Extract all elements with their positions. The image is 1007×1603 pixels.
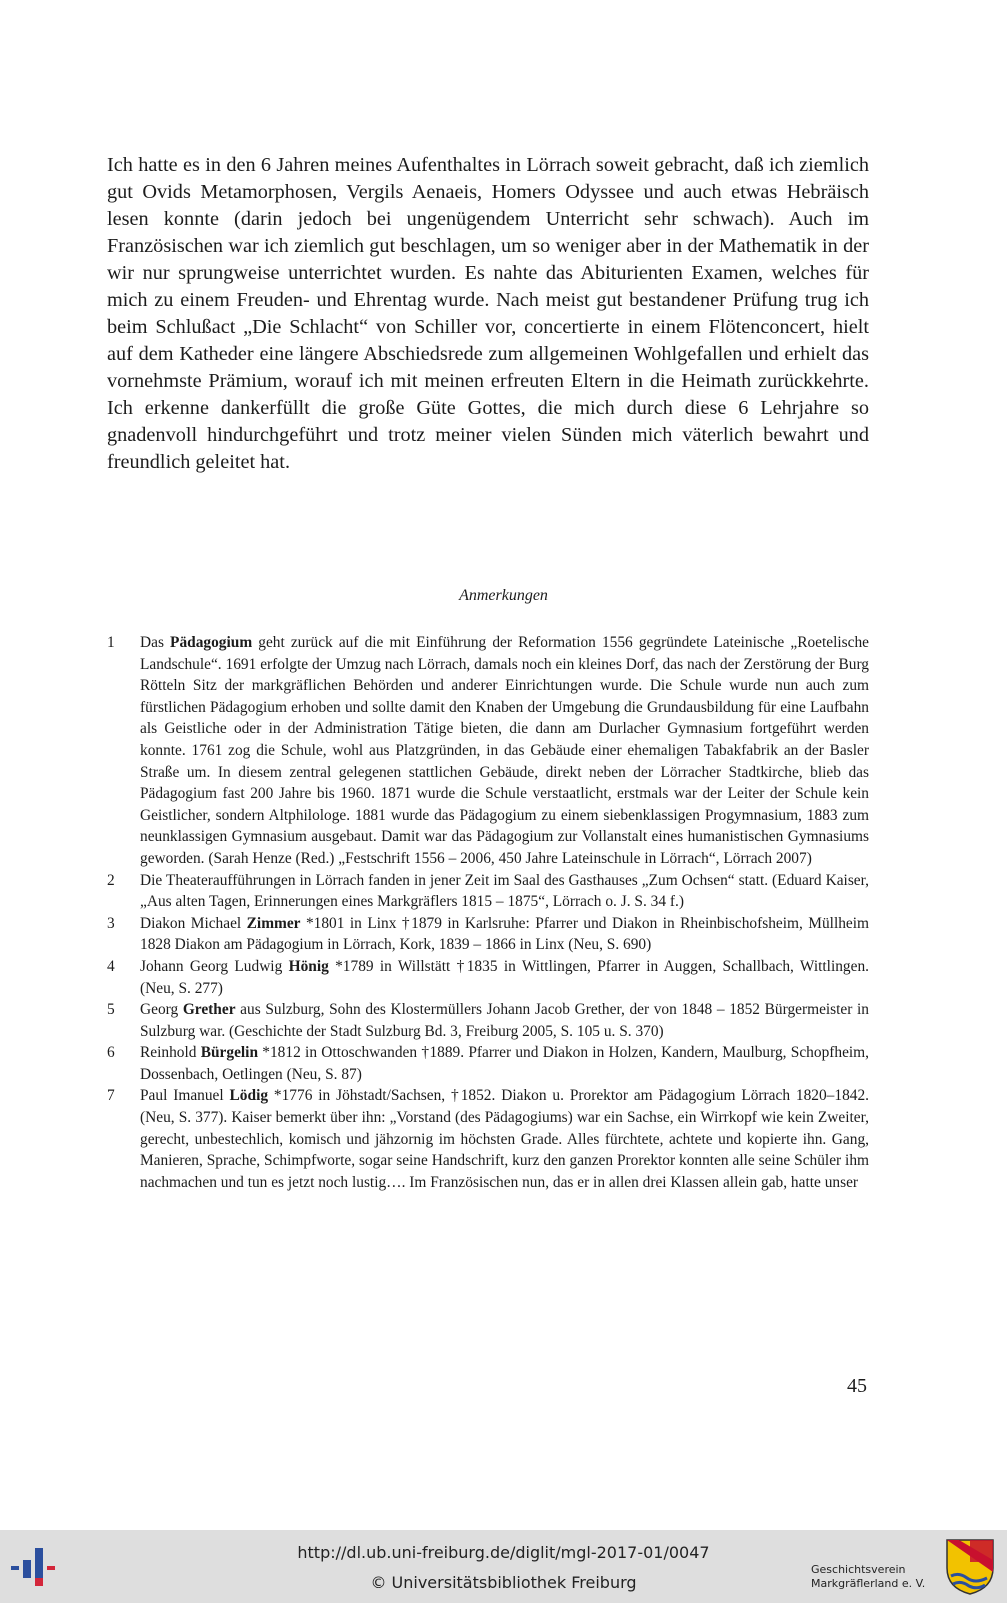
note-text (140, 999, 869, 1042)
page-number: 45 (847, 1375, 867, 1397)
note-text-pre: Diakon Michael (140, 914, 247, 932)
note-number: 2 (107, 871, 115, 889)
notes-list (107, 632, 869, 1193)
note-number: 5 (107, 1001, 115, 1019)
markgraeflerland-crest-icon[interactable] (945, 1538, 995, 1596)
note-keyword: Pädagogium (170, 634, 253, 651)
footer-bar (0, 1530, 1007, 1603)
note-text-post: *1776 in Jöhstadt/Sachsen, †1852. Diakon u. Prorektor am Pädagogium Lörrach 1820–1842. (Neu, S. 377). Kaiser bemerkt über ihn: „Vorstand (des Pädagogiums) war ein Sachse, ein Wirrkopf wie kein Zweiter, gerecht, unbestechlich, komisch und jähzornig im höchsten Grade. Alles fürchtete, achtete und kopierte ihn. Gang, Manieren, Sprache, Schimpfworte, sogar seine Handschrift, kurz den ganzen Prorektor konnten alle seine Schüler ihm nachmachen und tun es jetzt noch lustig…. Im Französischen nun, das er in allen drei Klassen allein gab, hatte unser (140, 1087, 870, 1191)
note-keyword: Lödig (229, 1087, 269, 1105)
note-number: 1 (107, 634, 115, 651)
note-text-post: *1812 in Ottoschwanden †1889. Pfarrer und Diakon in Holzen, Kandern, Maulburg, Schopfheim, Dossenbach, Oetlingen (Neu, S. 87) (140, 1044, 870, 1083)
note-text-pre: Das (140, 634, 171, 651)
note-text-post: *1789 in Willstätt †1835 in Wittlingen, Pfarrer in Auggen, Schallbach, Wittlingen. (Neu, S. 277) (140, 957, 869, 997)
main-paragraph: Ich hatte es in den 6 Jahren meines Aufenthaltes in Lörrach soweit gebracht, daß ich ziemlich gut Ovids Metamorphosen, Vergils Aenaeis, Homers Odyssee und auch etwas Hebräisch lesen konnte (darin jedoch bei ungenügendem Unterricht sehr schwach). Auch im Französischen war ich ziemlich gut beschlagen, um so weniger aber in der Mathematik in der wir nur sprungweise unterrichtet wurden. Es nahte das Abiturienten Examen, welches für mich zu einem Freuden- und Ehrentag wurde. Nach meist gut bestandener Prüfung trug ich beim Schlußact „Die Schlacht“ von Schiller vor, concertierte in einem Flötenconcert, hielt auf dem Katheder eine längere Abschiedsrede zum allgemeinen Wohlgefallen und erhielt das vornehmste Prämium, worauf ich mit meinen erfreuten Eltern in die Heimath zurückkehrte. Ich erkenne dankerfüllt die große Güte Gottes, die mich durch diese 6 Lehrjahre so gnadenvoll hindurchgeführt und trotz meiner vielen Sünden mich väterlich bewahrt und freundlich geleitet hat. (107, 154, 869, 473)
note-number: 4 (107, 957, 115, 975)
note-text (140, 870, 869, 913)
note-item (107, 956, 869, 999)
note-item (107, 999, 869, 1042)
note-text-post: *1801 in Linx †1879 in Karlsruhe: Pfarrer und Diakon in Rheinbischofsheim, Müllheim 1828 Diakon am Pädagogium in Lörrach, Kork, 1839 – 1866 in Linx (Neu, S. 690) (140, 914, 869, 954)
notes-title: Anmerkungen (459, 587, 548, 604)
note-text (140, 1085, 869, 1193)
note-text (140, 1042, 869, 1085)
note-text (140, 956, 869, 999)
note-item (107, 1042, 869, 1085)
note-text (140, 913, 869, 956)
note-number: 3 (107, 914, 115, 932)
society-name (811, 1563, 925, 1591)
note-keyword: Bürgelin (200, 1044, 259, 1062)
note-number: 7 (107, 1087, 115, 1105)
note-text-post: geht zurück auf die mit Einführung der Reformation 1556 gegründete Lateinische „Roetelische Landschule“. 1691 erfolgte der Umzug nach Lörrach, damals noch ein kleines Dorf, das nach der Zerstörung der Burg Rötteln Sitz der markgräflichen Behörden und anderer Einrichtungen wurde. Die Schule wurde nun auch zum fürstlichen Pädagogium erhoben und sollte damit den Knaben der Umgebung die Grundausbildung für eine Laufbahn als Geistliche oder in der Administration Tätige bieten, die dann am Durlacher Gymnasium fortgeführt werden konnte. 1761 zog die Schule, wohl aus Platzgründen, in das Gebäude einer ehemaligen Tabakfabrik an der Basler Straße um. In diesem zentral gelegenen stattlichen Gebäude, direkt neben der Lörracher Stadtkirche, blieb das Pädagogium fast 200 Jahre bis 1960. 1871 wurde die Schule verstaatlicht, erstmals war der Leiter der Schule kein Geistlicher, sondern Altphilologe. 1881 wurde das Pädagogium zu einem siebenklassigen Progymnasium, 1883 zum neunklassigen Gymnasium ausgebaut. Damit war das Pädagogium zur Vollanstalt eines humanistischen Gymnasiums geworden. (Sarah Henze (Red.) „Festschrift 1556 – 2006, 450 Jahre Lateinschule in Lörrach“, Lörrach 2007) (140, 634, 869, 867)
note-keyword: Grether (182, 1001, 236, 1019)
note-text (140, 632, 869, 870)
note-text-post: aus Sulzburg, Sohn des Klostermüllers Johann Jacob Grether, der von 1848 – 1852 Bürgermeister in Sulzburg war. (Geschichte der Stadt Sulzburg Bd. 3, Freiburg 2005, S. 105 u. S. 370) (140, 1001, 870, 1040)
note-text-pre: Reinhold (140, 1044, 201, 1062)
note-item (107, 913, 869, 956)
note-item (107, 632, 869, 870)
society-name-line1: Geschichtsverein (811, 1563, 906, 1576)
note-item (107, 870, 869, 913)
note-number: 6 (107, 1044, 115, 1062)
note-text-pre: Paul Imanuel (140, 1087, 230, 1105)
note-text-pre: Johann Georg Ludwig (140, 957, 289, 975)
note-item (107, 1085, 869, 1193)
note-text-pre: Die Theateraufführungen in Lörrach fanden in jener Zeit im Saal des Gasthauses „Zum Ochsen“ statt. (Eduard Kaiser, „Aus alten Tagen, Erinnerungen eines Markgräflers 1815 – 1875“, Lörrach o. J. S. 34 f.) (140, 871, 869, 911)
society-name-line2: Markgräflerland e. V. (811, 1577, 926, 1590)
source-url-link[interactable]: http://dl.ub.uni-freiburg.de/diglit/mgl-2017-01/0047 (297, 1543, 710, 1562)
note-keyword: Zimmer (246, 914, 301, 932)
note-text-pre: Georg (140, 1001, 183, 1019)
note-keyword: Hönig (288, 957, 329, 975)
copyright-text: © Universitätsbibliothek Freiburg (370, 1573, 637, 1592)
